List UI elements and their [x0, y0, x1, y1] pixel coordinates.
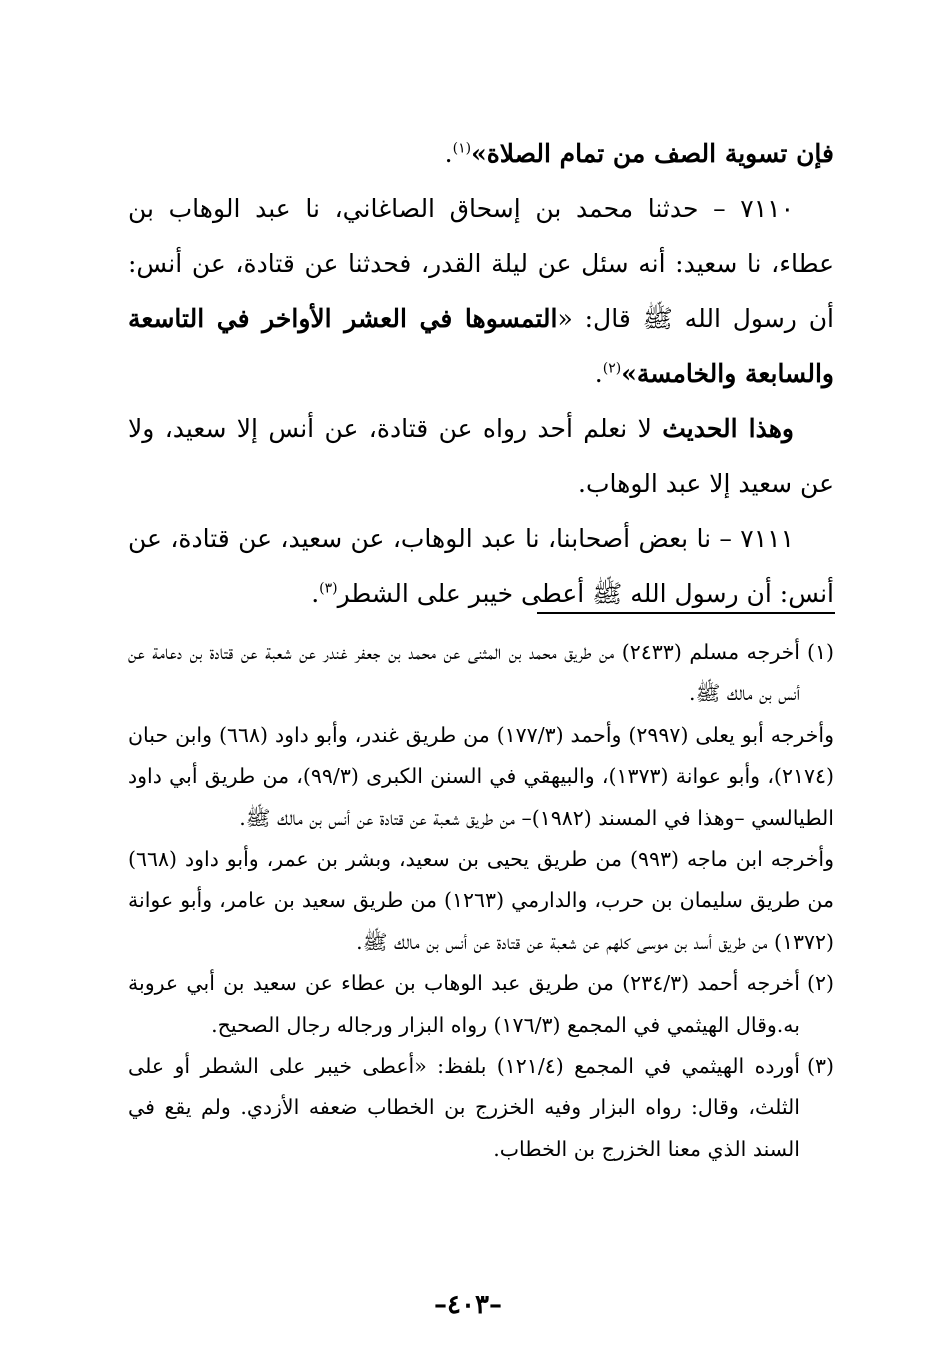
- hadith-7111: [128, 511, 834, 621]
- footnote-ref-1: (١): [452, 140, 472, 157]
- hadith-7110: [128, 181, 834, 401]
- footnote-1-text-a: أخرجه مسلم (٢٤٣٣) من طريق محمد بن المثنى عن محمد بن جعفر غندر عن شعبة عن قتادة بن دعامة عن أنس بن مالك ﷺ.: [128, 640, 800, 706]
- footnote-1-para-b: وأخرجه أبو يعلى (٢٩٩٧) وأحمد (١٧٧/٣) من طريق غندر، وأبو داود (٦٦٨) وابن حبان (٢١٧٤)، وأبو عوانة (١٣٧٣)، والبيهقي في السنن الكبرى (٩٩/٣)، من طريق أبي داود الطيالسي –وهذا في المسند (١٩٨٢)– من طريق شعبة عن قتادة عن أنس بن مالك ﷺ.: [128, 722, 834, 830]
- commentary: [128, 401, 834, 511]
- footnotes: [128, 632, 834, 1170]
- main-text: [128, 126, 834, 621]
- commentary-bold: وهذا الحديث: [662, 414, 794, 443]
- footnote-2-text: أخرجه أحمد (٢٣٤/٣) من طريق عبد الوهاب بن عطاء عن سعيد بن أبي عروبة به.وقال الهيثمي في المجمع (١٧٦/٣) رواه البزار ورجاله رجال الصحيح.: [128, 971, 800, 1037]
- footnote-ref-3: (٣): [319, 580, 338, 597]
- footnote-2: [128, 963, 834, 1046]
- period: .: [594, 359, 603, 388]
- hadith-7110-quote: التمسوها في العشر الأواخر في التاسعة والسابعة والخامسة»: [128, 304, 834, 388]
- footnote-separator: [537, 612, 835, 614]
- page-number: –٤٠٣–: [434, 1290, 502, 1320]
- footnote-1-para-c: وأخرجه ابن ماجه (٩٩٣) من طريق يحيى بن سعيد، وبشر بن عمر، وأبو داود (٦٦٨) من طريق سليمان بن حرب، والدارمي (١٢٦٣) من طريق سعيد بن عامر، وأبو عوانة (١٣٧٢) من طريق أسد بن موسى كلهم عن شعبة عن قتادة عن أنس بن مالك ﷺ.: [128, 847, 834, 954]
- footnote-1: [128, 632, 834, 715]
- commentary-text: لا نعلم أحد رواه عن قتادة، عن أنس إلا سعيد، ولا عن سعيد إلا عبد الوهاب.: [128, 414, 834, 498]
- footnote-3-text: أورده الهيثمي في المجمع (١٢١/٤) بلفظ: «أعطى خيبر على الشطر أو على الثلث، وقال: رواه البزار وفيه الخزرج بن الخطاب ضعفه الأزدي. ولم يقع في السند الذي معنا الخزرج بن الخطاب.: [128, 1054, 800, 1161]
- footnote-number: (٣): [806, 1054, 834, 1079]
- bold-hadith-end: فإن تسوية الصف من تمام الصلاة»: [471, 139, 834, 168]
- footnote-ref-2: (٢): [602, 360, 622, 377]
- footnote-number: (٢): [806, 971, 834, 996]
- period: .: [444, 139, 453, 168]
- paragraph-continuation: [128, 126, 834, 181]
- hadith-7110-text: ٧١١٠ – حدثنا محمد بن إسحاق الصاغاني، نا عبد الوهاب بن عطاء، نا سعيد: أنه سئل عن ليلة القدر، فحدثنا عن قتادة، عن أنس: أن رسول الله ﷺ قال: «: [128, 194, 834, 333]
- hadith-7111-text: ٧١١١ – نا بعض أصحابنا، نا عبد الوهاب، عن سعيد، عن قتادة، عن أنس: أن رسول الله ﷺ أعطى خيبر على الشطر: [128, 524, 834, 608]
- footnote-number: (١): [806, 640, 834, 664]
- footnote-3: [128, 1046, 834, 1170]
- period: .: [311, 579, 320, 608]
